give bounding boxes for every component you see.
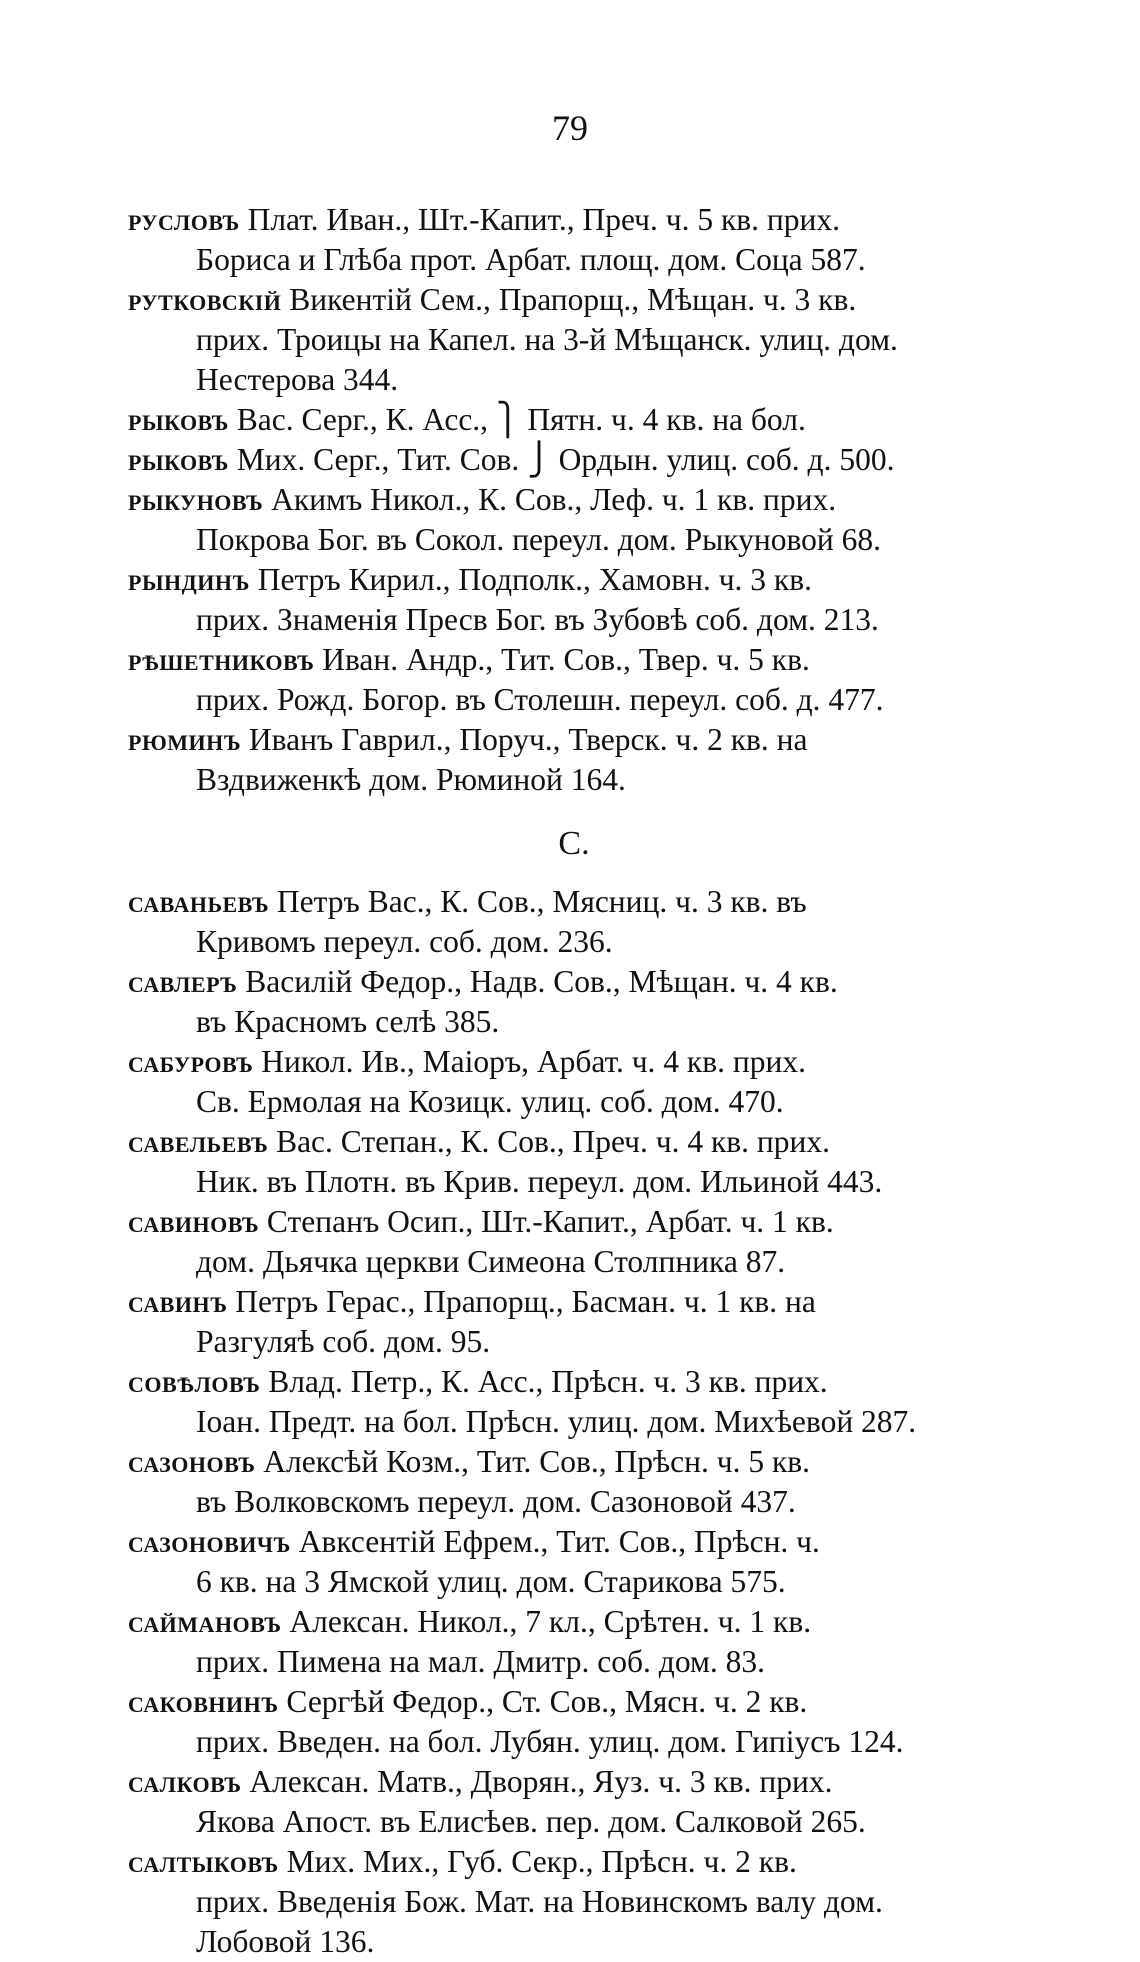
entry-surname: саковнинъ [128, 1684, 279, 1719]
entry-details: Никол. Ив., Маіоръ, Арбат. ч. 4 кв. прих. [261, 1044, 806, 1079]
entry-continuation-line: Нестерова 344. [196, 362, 399, 397]
entry-surname: сазоновъ [128, 1444, 256, 1479]
entry-surname: совѣловъ [128, 1364, 261, 1399]
entry-first-line [128, 400, 1020, 440]
directory-entry [128, 1362, 1020, 1442]
entry-first-line [128, 200, 1020, 240]
entry-continuation-line: прих. Введен. на бол. Лубян. улиц. дом. Гипіусъ 124. [196, 1724, 904, 1759]
entry-continuation-line: прих. Троицы на Капел. на 3-й Мѣщанск. улиц. дом. [196, 322, 898, 357]
entry-continuation-line: Покрова Бог. въ Сокол. переул. дом. Рыкуновой 68. [196, 522, 881, 557]
entry-details: Вас. Степан., К. Сов., Преч. ч. 4 кв. прих. [276, 1124, 830, 1159]
directory-entry [128, 1202, 1020, 1282]
directory-entry [128, 560, 1020, 640]
directory-entry [128, 1042, 1020, 1122]
entry-surname: саймановъ [128, 1604, 282, 1639]
directory-entry [128, 962, 1020, 1042]
entry-details: Авксентій Ефрем., Тит. Сов., Прѣсн. ч. [298, 1524, 820, 1559]
entry-first-line [128, 1682, 1020, 1722]
directory-entry [128, 440, 1020, 480]
entries-s-section [128, 882, 1020, 1962]
entry-continuation-line: Іоан. Предт. на бол. Прѣсн. улиц. дом. Михѣевой 287. [196, 1404, 917, 1439]
entry-details: Алексан. Никол., 7 кл., Срѣтен. ч. 1 кв. [289, 1604, 812, 1639]
entry-details: Акимъ Никол., К. Сов., Леф. ч. 1 кв. прих. [271, 482, 837, 517]
entry-surname: салковъ [128, 1764, 242, 1799]
entry-continuation-line: прих. Пимена на мал. Дмитр. соб. дом. 83. [196, 1644, 766, 1679]
entry-continuation-line: Бориса и Глѣба прот. Арбат. площ. дом. Соца 587. [196, 242, 866, 277]
entry-surname: сазоновичъ [128, 1524, 291, 1559]
entry-continuation-line: Вздвиженкѣ дом. Рюминой 164. [196, 762, 626, 797]
entry-continuation-line: Кривомъ переул. соб. дом. 236. [196, 924, 613, 959]
entry-continuation-line: 6 кв. на 3 Ямской улиц. дом. Старикова 575. [196, 1564, 786, 1599]
directory-entry [128, 1602, 1020, 1682]
entry-details: Иванъ Гаврил., Поруч., Тверск. ч. 2 кв. на [248, 722, 808, 757]
entry-surname: рыковъ [128, 402, 229, 437]
entry-continuation-line: въ Красномъ селѣ 385. [196, 1004, 500, 1039]
entry-first-line [128, 640, 1020, 680]
entry-first-line [128, 1842, 1020, 1882]
directory-entry [128, 480, 1020, 560]
directory-entry [128, 1522, 1020, 1602]
entry-surname: рюминъ [128, 722, 242, 757]
directory-entry [128, 1282, 1020, 1362]
entry-continuation-line: Ник. въ Плотн. въ Крив. переул. дом. Ильиной 443. [196, 1164, 883, 1199]
entry-details: Петръ Вас., К. Сов., Мясниц. ч. 3 кв. въ [276, 884, 807, 919]
directory-entry [128, 200, 1020, 280]
entry-continuation-line: Разгуляѣ соб. дом. 95. [196, 1324, 491, 1359]
page-number: 79 [552, 108, 588, 148]
entry-details: Алексѣй Козм., Тит. Сов., Прѣсн. ч. 5 кв. [263, 1444, 811, 1479]
entry-first-line [128, 440, 1020, 480]
entry-first-line [128, 962, 1020, 1002]
entry-surname: савинъ [128, 1284, 228, 1319]
entry-continuation-line: Якова Апост. въ Елисѣев. пер. дом. Салковой 265. [196, 1804, 866, 1839]
entry-details: Алексан. Матв., Дворян., Яуз. ч. 3 кв. прих. [249, 1764, 833, 1799]
entry-surname: рѣшетниковъ [128, 642, 315, 677]
directory-entry [128, 720, 1020, 800]
entry-continuation-line: прих. Введенія Бож. Мат. на Новинскомъ валу дом. [196, 1884, 883, 1919]
entry-surname: саваньевъ [128, 884, 270, 919]
directory-entry [128, 1122, 1020, 1202]
entry-details: Мих. Мих., Губ. Секр., Прѣсн. ч. 2 кв. [286, 1844, 797, 1879]
entry-first-line [128, 1522, 1020, 1562]
entry-surname: рыкуновъ [128, 482, 264, 517]
entry-first-line [128, 1042, 1020, 1082]
entry-details: Вас. Серг., К. Асс., ⎫ Пятн. ч. 4 кв. на бол. [236, 402, 806, 437]
entries-r-section [128, 200, 1020, 800]
directory-entry [128, 1442, 1020, 1522]
entry-continuation-line: въ Волковскомъ переул. дом. Сазоновой 437. [196, 1484, 796, 1519]
entry-first-line [128, 1202, 1020, 1242]
entry-first-line [128, 280, 1020, 320]
entry-first-line [128, 480, 1020, 520]
entry-surname: савельевъ [128, 1124, 269, 1159]
entry-continuation-line: дом. Дьячка церкви Симеона Столпника 87. [196, 1244, 786, 1279]
entry-details: Сергѣй Федор., Ст. Сов., Мясн. ч. 2 кв. [286, 1684, 808, 1719]
entry-first-line [128, 882, 1020, 922]
entry-surname: салтыковъ [128, 1844, 279, 1879]
entry-continuation-line: прих. Рожд. Богор. въ Столешн. переул. соб. д. 477. [196, 682, 884, 717]
directory-entry [128, 400, 1020, 440]
entry-details: Василій Федор., Надв. Сов., Мѣщан. ч. 4 кв. [245, 964, 838, 999]
entry-details: Плат. Иван., Шт.-Капит., Преч. ч. 5 кв. прих. [247, 202, 841, 237]
entry-first-line [128, 1442, 1020, 1482]
entry-surname: рутковскій [128, 282, 282, 317]
section-letter: С. [558, 825, 590, 862]
directory-entry [128, 1842, 1020, 1962]
entry-details: Степанъ Осип., Шт.-Капит., Арбат. ч. 1 кв. [266, 1204, 834, 1239]
entry-continuation-line: Св. Ермолая на Козицк. улиц. соб. дом. 470. [196, 1084, 784, 1119]
directory-entry [128, 1762, 1020, 1842]
directory-entries [128, 200, 1020, 1962]
entry-details: Иван. Андр., Тит. Сов., Твер. ч. 5 кв. [322, 642, 810, 677]
entry-first-line [128, 1762, 1020, 1802]
entry-surname: сабуровъ [128, 1044, 254, 1079]
entry-details: Мих. Серг., Тит. Сов. ⎭ Ордын. улиц. соб. д. 500. [236, 442, 895, 477]
entry-continuation-line: Лобовой 136. [196, 1924, 375, 1959]
entry-first-line [128, 1602, 1020, 1642]
entry-surname: рындинъ [128, 562, 250, 597]
entry-details: Петръ Герас., Прапорщ., Басман. ч. 1 кв. на [235, 1284, 816, 1319]
entry-details: Петръ Кирил., Подполк., Хамовн. ч. 3 кв. [257, 562, 812, 597]
directory-entry [128, 640, 1020, 720]
entry-first-line [128, 720, 1020, 760]
entry-first-line [128, 560, 1020, 600]
entry-surname: савлеръ [128, 964, 238, 999]
entry-surname: савиновъ [128, 1204, 260, 1239]
directory-entry [128, 1682, 1020, 1762]
directory-entry [128, 882, 1020, 962]
entry-first-line [128, 1282, 1020, 1322]
entry-details: Викентій Сем., Прапорщ., Мѣщан. ч. 3 кв. [289, 282, 857, 317]
entry-first-line [128, 1122, 1020, 1162]
entry-surname: рыковъ [128, 442, 229, 477]
entry-details: Влад. Петр., К. Асс., Прѣсн. ч. 3 кв. прих. [268, 1364, 828, 1399]
entry-first-line [128, 1362, 1020, 1402]
directory-entry [128, 280, 1020, 400]
entry-continuation-line: прих. Знаменія Пресв Бог. въ Зубовѣ соб. дом. 213. [196, 602, 879, 637]
entry-surname: русловъ [128, 202, 240, 237]
